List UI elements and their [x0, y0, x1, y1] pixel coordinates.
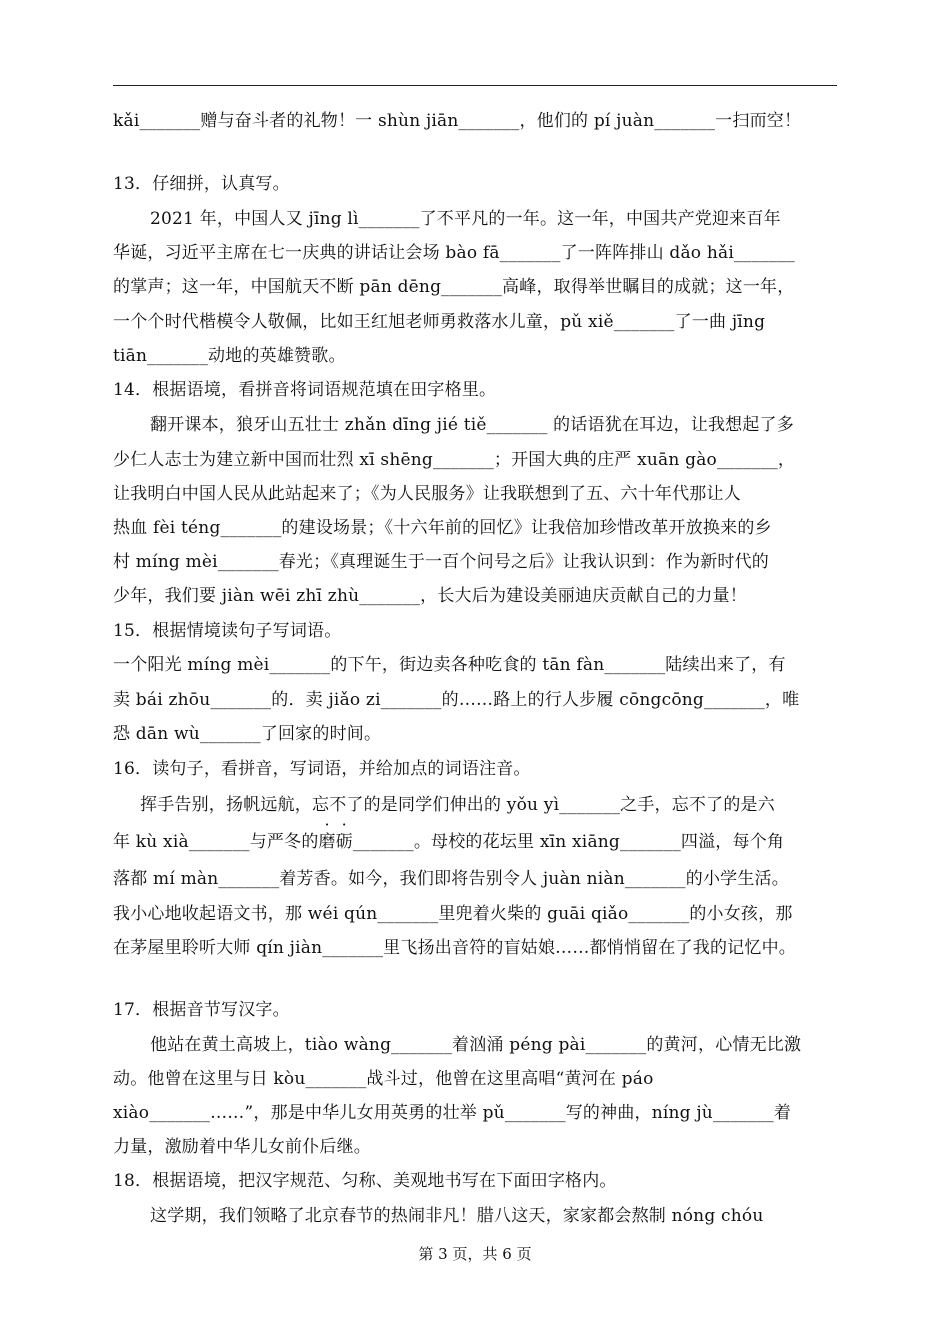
text-line: 少仁人志士为建立新中国而壮烈 xī shēng_______；开国大典的庄严 xuān gào_______，	[113, 450, 796, 470]
text-line	[113, 830, 784, 854]
question-17-title: 17．根据音节写汉字。	[113, 1000, 290, 1020]
text-segment: 年 kù xià_______与严冬的	[113, 832, 319, 852]
text-line: 挥手告别，扬帆远航，忘不了的是同学们伸出的 yǒu yì_______之手，忘不了的是六	[140, 795, 775, 815]
text-line: 2021 年，中国人又 jīng lì_______了不平凡的一年。这一年，中国共产党迎来百年	[150, 209, 781, 229]
question-16-title: 16．读句子，看拼音，写词语，并给加点的词语注音。	[113, 759, 531, 779]
text-line: 少年，我们要 jiàn wēi zhī zhù_______，长大后为建设美丽迪庆贡献自己的力量！	[113, 586, 747, 606]
text-line: kǎi_______赠与奋斗者的礼物！一 shùn jiān_______，他们的 pí juàn_______一扫而空！	[113, 111, 802, 131]
text-line: 村 míng mèi_______春光；《真理诞生于一百个问号之后》让我认识到：作为新时代的	[113, 552, 770, 572]
text-line: 卖 bái zhōu_______的．卖 jiǎo zi_______的……路上的行人步履 cōngcōng_______，唯	[113, 690, 800, 710]
text-segment: _______。母校的花坛里 xīn xiāng_______四溢，每个角	[352, 832, 785, 852]
text-line: 的掌声；这一年，中国航天不断 pān dēng_______高峰，取得举世瞩目的成就；这一年，	[113, 277, 795, 297]
text-line: 在茅屋里聆听大师 qín jiàn_______里飞扬出音符的盲姑娘……都悄悄留在了我的记忆中。	[113, 938, 796, 958]
text-line: 翻开课本，狼牙山五壮士 zhǎn dīng jié tiě_______ 的话语犹在耳边，让我想起了多	[150, 415, 794, 435]
text-line: 动。他曾在这里与日 kòu_______战斗过，他曾在这里高唱“黄河在 páo	[113, 1069, 654, 1089]
text-line: 我小心地收起语文书，那 wéi qún_______里兜着火柴的 guāi qiǎo_______的小女孩，那	[113, 904, 793, 924]
text-line: 一个个时代楷模令人敬佩，比如王红旭老师勇救落水儿童，pǔ xiě_______了一曲 jīng	[113, 312, 766, 332]
question-15-title: 15．根据情境读句子写词语。	[113, 621, 342, 641]
text-line: 热血 fèi téng_______的建设场景；《十六年前的回忆》让我倍加珍惜改革开放换来的乡	[113, 518, 772, 538]
text-line: 恐 dān wù_______了回家的时间。	[113, 724, 382, 744]
text-line: 落都 mí màn_______着芳香。如今，我们即将告别令人 juàn niàn_______的小学生活。	[113, 869, 789, 889]
text-line: xiào_______……”，那是中华儿女用英勇的壮举 pǔ_______写的神曲，níng jù_______着	[113, 1103, 792, 1123]
text-line: 让我明白中国人民从此站起来了；《为人民服务》让我联想到了五、六十年代那让人	[113, 484, 741, 504]
text-line: 华诞，习近平主席在七一庆典的讲话让会场 bào fā_______了一阵阵排山 dǎo hǎi_______	[113, 243, 795, 263]
header-rule	[113, 85, 837, 86]
page-number-footer: 第 3 页，共 6 页	[418, 1245, 532, 1263]
text-line: 这学期，我们领略了北京春节的热闹非凡！腊八这天，家家都会熬制 nóng chóu	[150, 1206, 764, 1226]
dotted-character: 砺	[335, 832, 353, 852]
text-line: 一个阳光 míng mèi_______的下午，街边卖各种吃食的 tān fàn_______陆续出来了，有	[113, 655, 786, 675]
dotted-character: 磨	[318, 832, 336, 852]
question-18-title: 18．根据语境，把汉字规范、匀称、美观地书写在下面田字格内。	[113, 1171, 617, 1191]
question-13-title: 13．仔细拼，认真写。	[113, 174, 290, 194]
text-line: 力量，激励着中华儿女前仆后继。	[113, 1137, 371, 1157]
text-line: tiān_______动地的英雄赞歌。	[113, 346, 346, 366]
text-line: 他站在黄土高坡上，tiào wàng_______着汹涌 péng pài_______的黄河，心情无比激	[150, 1035, 802, 1055]
question-14-title: 14．根据语境，看拼音将词语规范填在田字格里。	[113, 380, 497, 400]
